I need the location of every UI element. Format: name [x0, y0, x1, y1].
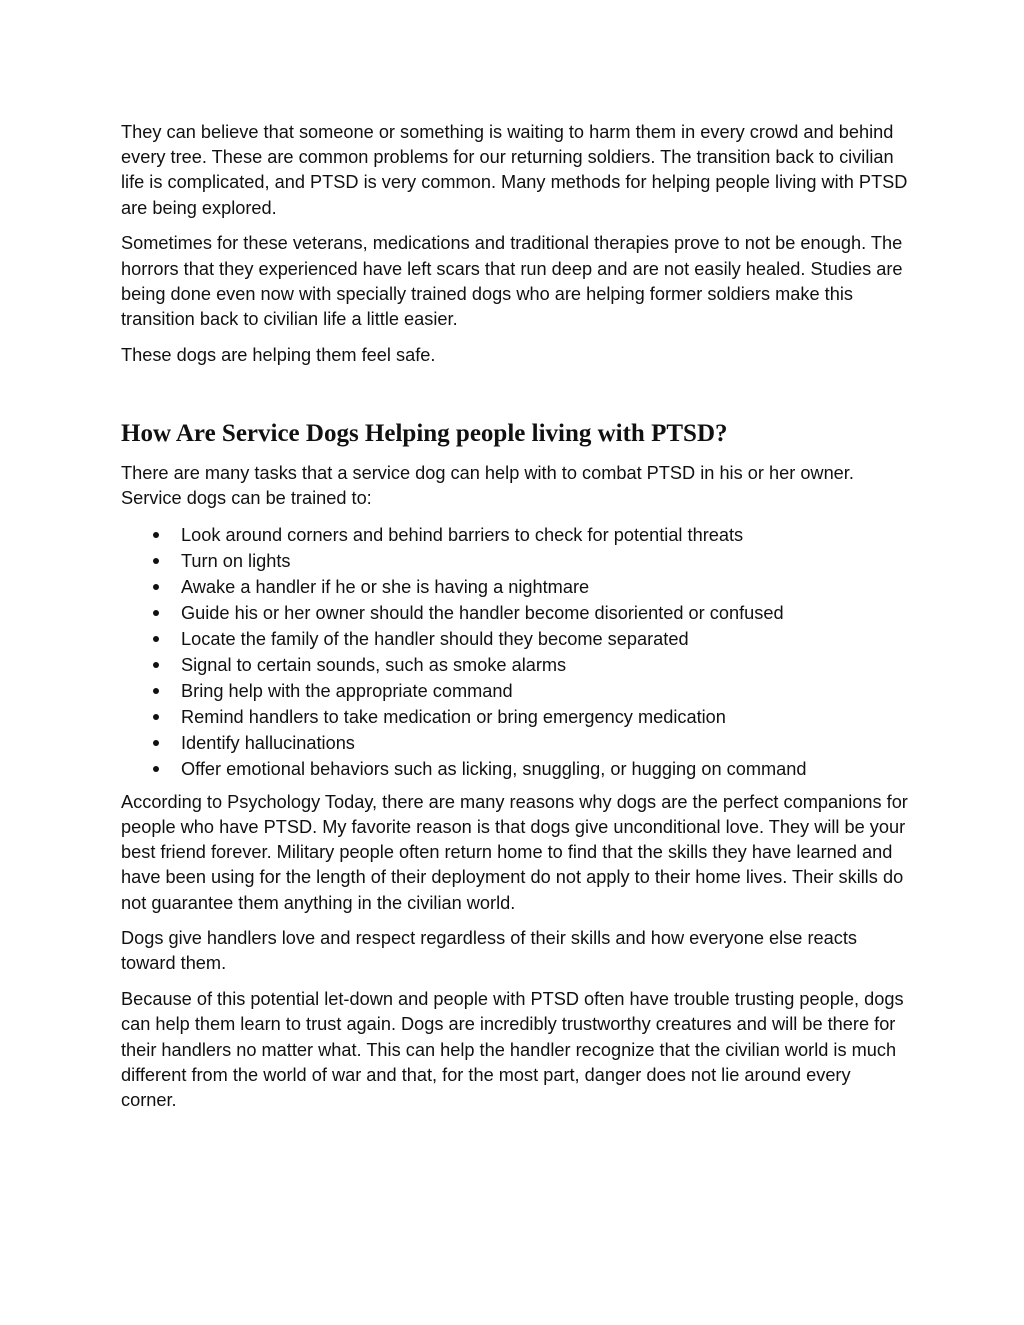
list-item-text: Remind handlers to take medication or bring emergency medication	[181, 706, 726, 727]
list-item	[121, 652, 911, 678]
section-heading: How Are Service Dogs Helping people living with PTSD?	[121, 419, 728, 447]
document-body	[121, 120, 911, 1124]
list-item-text: Locate the family of the handler should they become separated	[181, 628, 689, 649]
list-item	[121, 522, 911, 548]
paragraph: They can believe that someone or something is waiting to harm them in every crowd and behind every tree. These are common problems for our returning soldiers. The transition back to civilian life is complicated, and PTSD is very common. Many methods for helping people living with PTSD are being explored.	[121, 122, 908, 218]
bullet-icon	[153, 662, 159, 668]
list-item-text: Guide his or her owner should the handler become disoriented or confused	[181, 602, 784, 623]
list-item	[121, 626, 911, 652]
bullet-icon	[153, 766, 159, 772]
list-item-text: Awake a handler if he or she is having a nightmare	[181, 576, 590, 597]
task-list	[121, 522, 911, 782]
list-item	[121, 574, 911, 600]
list-item	[121, 548, 911, 574]
bullet-icon	[153, 532, 159, 538]
list-item	[121, 756, 911, 782]
paragraph: Sometimes for these veterans, medications and traditional therapies prove to not be enough. The horrors that they experienced have left scars that run deep and are not easily healed. Studies are being done even now with specially trained dogs who are helping former soldiers make this transition back to civilian life a little easier.	[121, 233, 903, 329]
paragraph: According to Psychology Today, there are many reasons why dogs are the perfect companions for people who have PTSD. My favorite reason is that dogs give unconditional love. They will be your best friend forever. Military people often return home to find that the skills they have learned and have been using for the length of their deployment do not apply to their home lives. Their skills do not guarantee them anything in the civilian world.	[121, 791, 908, 913]
bullet-icon	[153, 740, 159, 746]
intro-paragraph: There are many tasks that a service dog can help with to combat PTSD in his or her owner. Service dogs can be trained to:	[121, 462, 854, 509]
bullet-icon	[153, 636, 159, 642]
paragraph: These dogs are helping them feel safe.	[121, 344, 436, 365]
list-item-text: Identify hallucinations	[181, 732, 355, 753]
list-item-text: Look around corners and behind barriers to check for potential threats	[181, 524, 744, 545]
list-item-text: Signal to certain sounds, such as smoke alarms	[181, 654, 567, 675]
bullet-icon	[153, 714, 159, 720]
list-item	[121, 678, 911, 704]
bullet-icon	[153, 610, 159, 616]
paragraph: Dogs give handlers love and respect regardless of their skills and how everyone else reacts toward them.	[121, 928, 857, 974]
paragraph: Because of this potential let-down and people with PTSD often have trouble trusting people, dogs can help them learn to trust again. Dogs are incredibly trustworthy creatures and will be there for their handlers no matter what. This can help the handler recognize that the civilian world is much different from the world of war and that, for the most part, danger does not lie around every corner.	[121, 989, 904, 1110]
list-item	[121, 704, 911, 730]
list-item-text: Turn on lights	[181, 550, 291, 571]
bullet-icon	[153, 558, 159, 564]
list-item-text: Bring help with the appropriate command	[181, 680, 513, 701]
bullet-icon	[153, 584, 159, 590]
list-item	[121, 600, 911, 626]
bullet-icon	[153, 688, 159, 694]
list-item	[121, 730, 911, 756]
list-item-text: Offer emotional behaviors such as licking, snuggling, or hugging on command	[181, 758, 807, 779]
